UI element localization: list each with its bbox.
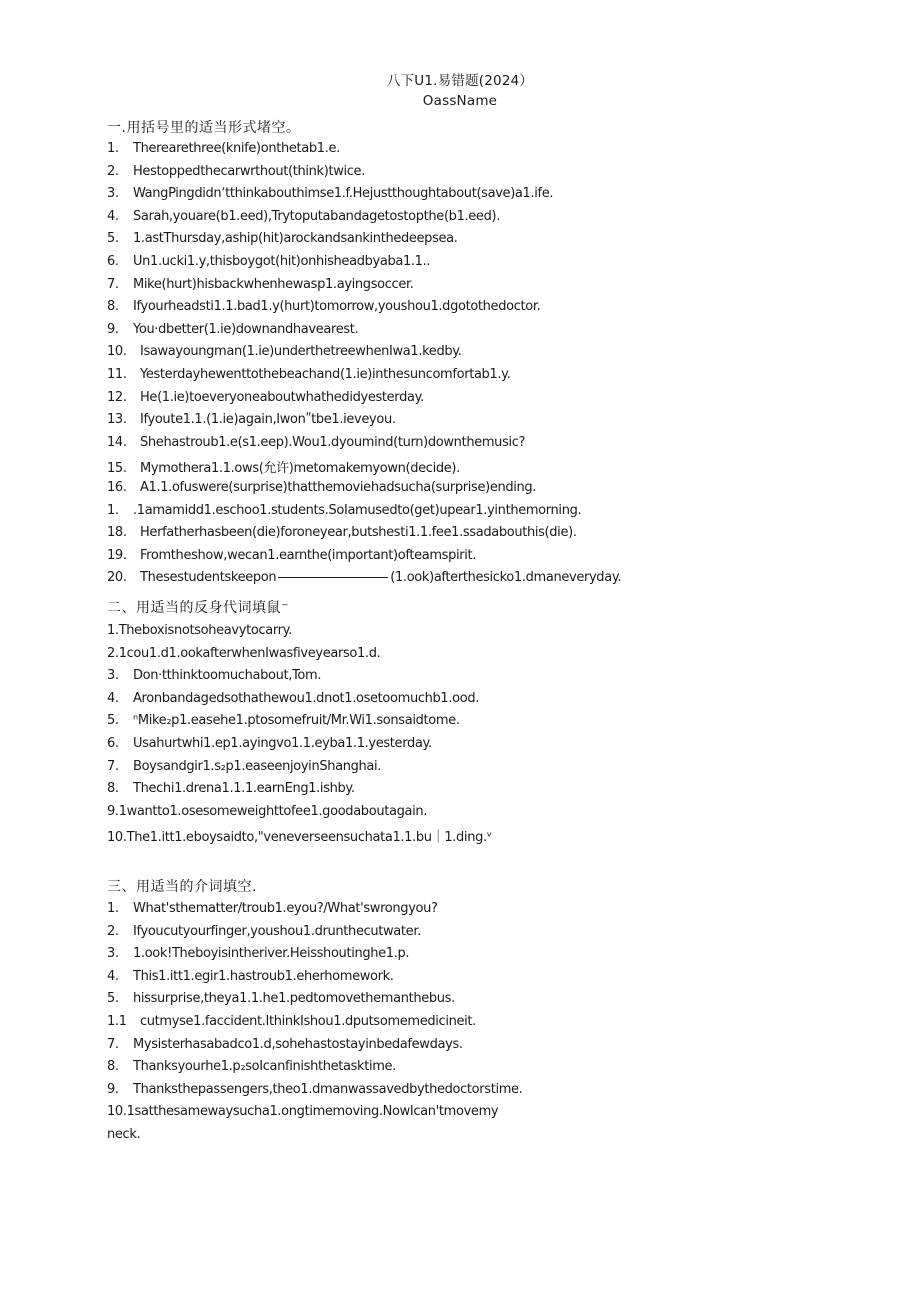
section-2-item xyxy=(107,668,321,683)
section-3-item xyxy=(107,1037,463,1052)
section-1-item xyxy=(107,164,365,179)
item-text: Fromtheshow,wecan1.earnthe(important)ofteamspirit. xyxy=(140,547,477,563)
section-1-item xyxy=(107,322,358,337)
item-text: Yesterdayhewenttothebeachand(1.ie)inthesuncomfortab1.y. xyxy=(140,367,511,382)
section-1-heading: 一.用括号里的适当形式堵空。 xyxy=(107,120,301,136)
section-2-item xyxy=(107,781,355,796)
section-3-item xyxy=(107,946,409,961)
item-number: 8. xyxy=(107,299,119,315)
section-1-item xyxy=(107,548,476,563)
section-3-item xyxy=(107,969,394,984)
item-number: 5. xyxy=(107,713,119,729)
section-2-item xyxy=(107,691,479,706)
item-text: .1amamidd1.eschoo1.students.SoIamusedto(get)upear1.yinthemorning. xyxy=(133,502,582,518)
section-3-item xyxy=(107,1059,396,1074)
item-text: Boysandgir1.s₂p1.easeenjoyinShanghai. xyxy=(133,758,382,774)
section-1-item xyxy=(107,570,621,585)
item-text: ⁿMike₂p1.easehe1.ptosomefruit/Mr.Wi1.sonsaidtome. xyxy=(133,713,460,729)
section-3-item xyxy=(107,1127,140,1142)
item-number: 4. xyxy=(107,968,119,984)
item-number: 16. xyxy=(107,480,127,495)
item-number: 1. xyxy=(107,141,119,156)
item-text: Shehastroub1.e(s1.eep).Wou1.dyoumind(turn)downthemusic? xyxy=(140,434,526,450)
item-text: 10.1satthesamewaysucha1.ongtimemoving.NowIcan'tmovemy xyxy=(107,1104,499,1120)
item-number: 10. xyxy=(107,344,127,360)
item-text: Thesestudentskeepon xyxy=(140,570,277,586)
item-text: Therearethree(knife)onthetab1.e. xyxy=(133,141,340,156)
section-1-item xyxy=(107,525,577,540)
item-text: 10.The1.itt1.eboysaidto,"veneverseensuchata1.1.bu｜1.ding.ᵛ xyxy=(107,830,492,846)
item-number: 1. xyxy=(107,901,119,916)
section-1-item xyxy=(107,390,424,405)
section-1-item xyxy=(107,231,458,246)
item-number: 20. xyxy=(107,570,127,586)
section-3-heading: 三、用适当的介词填空. xyxy=(107,879,257,895)
item-text: cutmyse1.faccident.IthinkIshou1.dputsomemedicineit. xyxy=(140,1014,476,1029)
item-number: 1.1 xyxy=(107,1014,127,1029)
item-text: Un1.ucki1.y,thisboygot(hit)onhisheadbyaba1.1.. xyxy=(133,254,431,269)
section-2-item xyxy=(107,713,460,728)
section-1-item xyxy=(107,435,525,450)
item-number: 4. xyxy=(107,690,119,706)
section-1-item xyxy=(107,299,540,314)
item-text: Thanksyourhe1.p₂soIcanfinishthetasktime. xyxy=(133,1059,396,1075)
item-number: 14. xyxy=(107,434,127,450)
item-text: This1.itt1.egir1.hastroub1.eherhomework. xyxy=(133,968,394,984)
section-2-item xyxy=(107,826,492,845)
item-number: 11. xyxy=(107,367,127,382)
section-2-heading: 二、用适当的反身代词填鼠⁻ xyxy=(107,600,289,616)
item-number: 2. xyxy=(107,923,119,939)
item-number: 8. xyxy=(107,1059,119,1075)
section-1-item xyxy=(107,480,536,495)
item-number: 3. xyxy=(107,946,119,962)
section-3-item xyxy=(107,1014,476,1029)
item-number: 9. xyxy=(107,321,119,337)
section-3-item xyxy=(107,924,421,939)
section-1-item xyxy=(107,457,460,476)
item-text: Usahurtwhi1.ep1.ayingvo1.1.eyba1.1.yesterday. xyxy=(133,736,432,751)
item-number: 6. xyxy=(107,736,119,751)
item-text: Herfatherhasbeen(die)foroneyear,butshesti1.1.fee1.ssadabouthis(die). xyxy=(140,525,577,541)
item-number: 13. xyxy=(107,412,127,428)
item-text: Thechi1.drena1.1.1.earnEng1.ishby. xyxy=(133,781,355,797)
item-text: A1.1.ofuswere(surprise)thatthemoviehadsucha(surprise)ending. xyxy=(140,480,537,495)
section-2-item xyxy=(107,623,292,638)
section-1-item xyxy=(107,254,430,269)
item-number: 5. xyxy=(107,991,119,1007)
item-text: Ifyoucutyourfinger,youshou1.drunthecutwater. xyxy=(133,923,421,939)
section-2-item xyxy=(107,736,432,751)
item-number: 6. xyxy=(107,254,119,269)
item-text: Isawayoungman(1.ie)underthetreewhenIwa1.kedby. xyxy=(140,344,462,360)
item-text: neck. xyxy=(107,1127,141,1142)
section-1-item xyxy=(107,412,396,427)
section-3-item xyxy=(107,1104,498,1119)
page-title: 八下U1.易错题(2024） xyxy=(386,73,534,89)
section-1-item xyxy=(107,141,340,156)
item-text: 9.1wantto1.osesomeweighttofee1.goodaboutagain. xyxy=(107,803,428,819)
section-3-item xyxy=(107,991,455,1006)
section-1-item xyxy=(107,367,510,382)
item-number: 7. xyxy=(107,758,119,774)
section-2-item xyxy=(107,759,381,774)
item-text: 2.1cou1.d1.ookafterwhenIwasfiveyearso1.d. xyxy=(107,645,381,661)
section-2-item xyxy=(107,804,427,819)
item-text-continued: (1.ook)afterthesicko1.dmaneveryday. xyxy=(390,570,622,586)
item-text: Thanksthepassengers,theo1.dmanwassavedbythedoctorstime. xyxy=(133,1081,523,1097)
item-number: 7. xyxy=(107,276,119,292)
section-2-item xyxy=(107,646,380,661)
item-number: 5. xyxy=(107,231,119,247)
item-text: 1.astThursday,aship(hit)arockandsankinthedeepsea. xyxy=(133,231,458,247)
item-text: hissurprise,theya1.1.he1.pedtomovethemanthebus. xyxy=(133,991,455,1007)
item-number: 3. xyxy=(107,668,119,684)
answer-blank[interactable] xyxy=(278,577,388,578)
item-number: 18. xyxy=(107,525,127,541)
section-1-item xyxy=(107,277,414,292)
item-text: 1.Theboxisnotsoheavytocarry. xyxy=(107,623,292,638)
item-number: 2. xyxy=(107,163,119,179)
item-number: 4. xyxy=(107,208,119,224)
item-number: 15. xyxy=(107,461,127,477)
item-text: 1.ook!Theboyisintheriver.Heisshoutinghe1.p. xyxy=(133,946,410,962)
section-1-item xyxy=(107,186,553,201)
item-text: Ifyourheadsti1.1.bad1.y(hurt)tomorrow,youshou1.dgotothedoctor. xyxy=(133,299,541,315)
item-number: 7. xyxy=(107,1036,119,1052)
item-text: Mysisterhasabadco1.d,sohehastostayinbedafewdays. xyxy=(133,1036,463,1052)
item-text: Mike(hurt)hisbackwhenhewasp1.ayingsoccer. xyxy=(133,276,414,292)
item-number: 3. xyxy=(107,186,119,202)
item-text: Mymothera1.1.ows(允许)metomakemyown(decide). xyxy=(140,461,460,477)
section-1-item xyxy=(107,503,581,518)
item-text: You·dbetter(1.ie)downandhavearest. xyxy=(133,321,359,337)
item-number: 9. xyxy=(107,1081,119,1097)
class-name-line: OassName xyxy=(422,93,498,109)
section-1-item xyxy=(107,209,500,224)
item-number: 19. xyxy=(107,547,127,563)
item-text: Ifyoute1.1.(1.ie)again,Iwonʺtbe1.ieveyou. xyxy=(140,412,396,428)
item-text: He(1.ie)toeveryoneaboutwhathedidyesterday. xyxy=(140,389,424,405)
item-text: Sarah,youare(b1.eed),Trytoputabandagetostopthe(b1.eed). xyxy=(133,208,500,224)
item-number: 12. xyxy=(107,389,127,405)
item-text: What'sthematter/troub1.eyou?/What'swrongyou? xyxy=(133,901,438,916)
section-3-item xyxy=(107,1082,522,1097)
item-number: 1. xyxy=(107,502,119,518)
item-text: Hestoppedthecarwrthout(think)twice. xyxy=(133,163,365,179)
section-3-item xyxy=(107,901,438,916)
item-number: 8. xyxy=(107,781,119,797)
item-text: WangPingdidnʼtthinkabouthimse1.f.Hejustthoughtabout(save)a1.ife. xyxy=(133,186,554,202)
item-text: Don·tthinktoomuchabout,Tom. xyxy=(133,668,322,684)
item-text: Aronbandagedsothathewou1.dnot1.osetoomuchb1.ood. xyxy=(133,690,480,706)
section-1-item xyxy=(107,344,462,359)
